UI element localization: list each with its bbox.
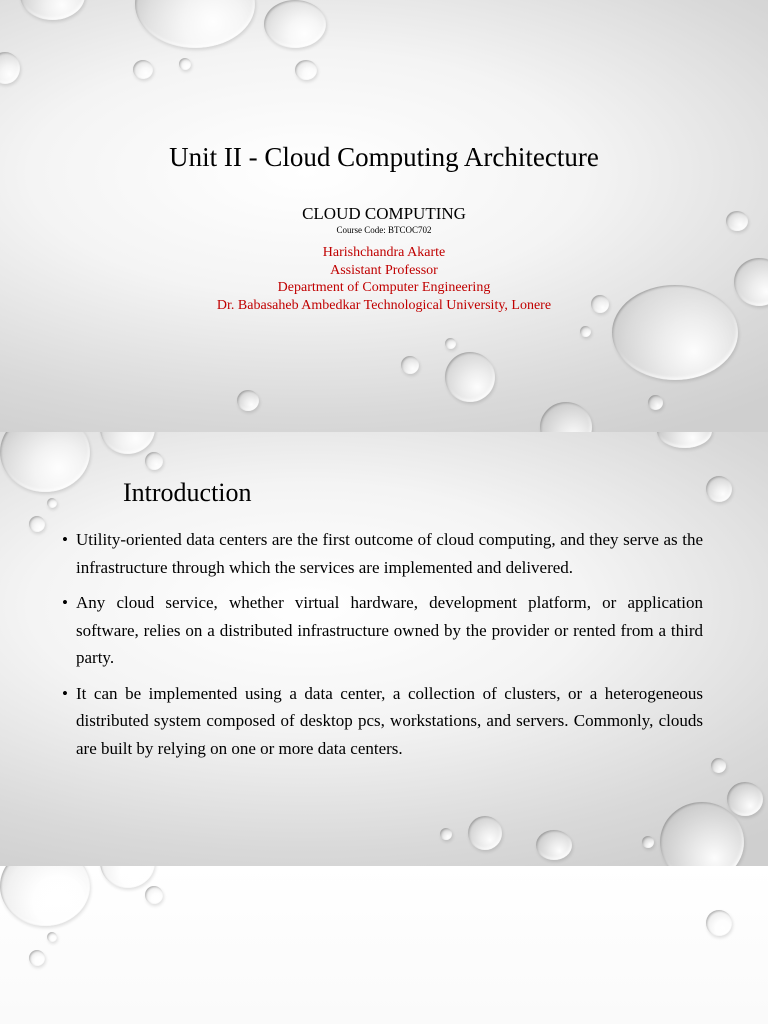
slide-heading: Introduction xyxy=(123,478,252,507)
bullet-icon: • xyxy=(62,593,68,612)
bullet-text: It can be implemented using a data center, a collection of clusters, or a heterogeneous distributed system composed of desktop pcs, workstations, and servers. Commonly, clouds are built by relying on one or more data centers. xyxy=(76,683,703,758)
water-drop-decoration xyxy=(237,390,259,411)
author-university: Dr. Babasaheb Ambedkar Technological University, Lonere xyxy=(216,297,552,313)
water-drop-decoration xyxy=(29,950,45,966)
water-drop-decoration xyxy=(100,866,155,888)
bullet-text: Any cloud service, whether virtual hardware, development platform, or application software, relies on a distributed infrastructure owned by the provider or rented from a third party. xyxy=(76,593,703,667)
list-item xyxy=(62,526,703,581)
water-drop-decoration xyxy=(264,0,326,48)
water-drop-decoration xyxy=(133,60,153,79)
next-slide-partial xyxy=(0,866,768,1024)
water-drop-decoration xyxy=(47,498,57,508)
water-drop-decoration xyxy=(47,932,57,942)
water-drop-decoration xyxy=(648,395,663,410)
water-drop-decoration xyxy=(727,782,763,816)
water-drop-decoration xyxy=(145,886,163,904)
water-drop-decoration xyxy=(145,452,163,470)
water-drop-decoration xyxy=(536,830,572,860)
water-drop-decoration xyxy=(445,338,456,349)
slide-title: Unit II - Cloud Computing Architecture xyxy=(169,142,599,172)
water-drop-decoration xyxy=(660,802,744,866)
water-drop-decoration xyxy=(179,58,191,70)
water-drop-decoration xyxy=(100,432,155,454)
water-drop-decoration xyxy=(706,910,732,936)
water-drop-decoration xyxy=(657,432,712,448)
author-department: Department of Computer Engineering xyxy=(277,280,491,295)
water-drop-decoration xyxy=(468,816,502,850)
water-drop-decoration xyxy=(711,758,726,773)
course-code: Course Code: BTCOC702 xyxy=(336,225,432,235)
bullet-list xyxy=(62,526,703,770)
water-drop-decoration xyxy=(29,516,45,532)
water-drop-decoration xyxy=(706,476,732,502)
water-drop-decoration xyxy=(20,0,85,20)
author-name: Harishchandra Akarte xyxy=(322,245,446,260)
water-drop-decoration xyxy=(0,866,90,926)
water-drop-decoration xyxy=(540,402,592,432)
water-drop-decoration xyxy=(401,356,419,374)
author-position: Assistant Professor xyxy=(330,262,438,278)
list-item xyxy=(62,680,703,763)
water-drop-decoration xyxy=(642,836,654,848)
bullet-icon: • xyxy=(62,530,68,549)
list-item xyxy=(62,589,703,672)
water-drop-decoration xyxy=(445,352,495,402)
water-drop-decoration xyxy=(135,0,255,48)
title-slide xyxy=(0,0,768,432)
water-drop-decoration xyxy=(0,432,90,492)
water-drop-decoration xyxy=(580,326,591,337)
water-drop-decoration xyxy=(440,828,452,840)
author-block xyxy=(0,244,768,314)
bullet-text: Utility-oriented data centers are the first outcome of cloud computing, and they serve as the infrastructure through which the services are implemented and delivered. xyxy=(76,530,703,577)
course-name: CLOUD COMPUTING xyxy=(302,204,466,223)
water-drop-decoration xyxy=(0,52,20,84)
bullet-icon: • xyxy=(62,683,68,703)
water-drop-decoration xyxy=(295,60,317,80)
